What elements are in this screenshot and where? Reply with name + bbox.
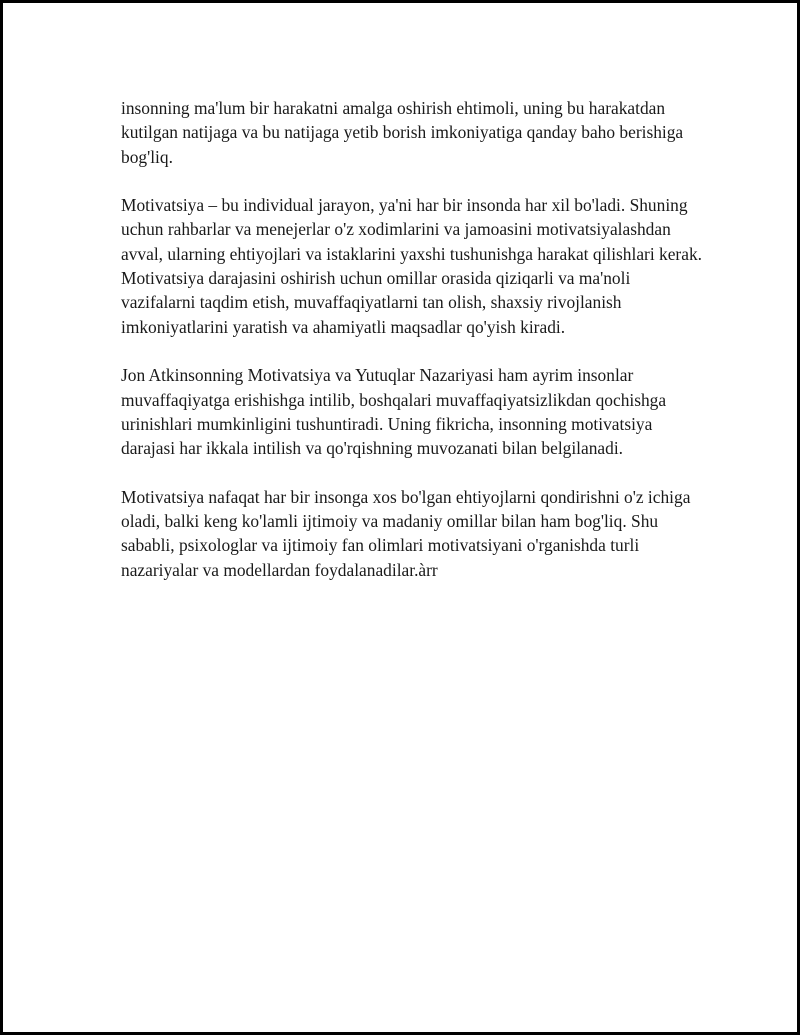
paragraph-2: Motivatsiya – bu individual jarayon, ya'ni har bir insonda har xil bo'ladi. Shuning uchun rahbarlar va menejerlar o'z xodimlarini va jamoasini motivatsiyalashdan avval, ularning ehtiyojlari va istaklarini yaxshi tushunishga harakat qilishlari kerak. Motivatsiya darajasini oshirish uchun omillar orasida qiziqarli va ma'noli vazifalarni taqdim etish, muvaffaqiyatlarni tan olish, shaxsiy rivojlanish imkoniyatlarini yaratish va ahamiyatli maqsadlar qo'yish kiradi. [121, 195, 702, 337]
paragraph-1: insonning ma'lum bir harakatni amalga oshirish ehtimoli, uning bu harakatdan kutilgan natijaga va bu natijaga yetib borish imkoniyatiga qanday baho berishiga bog'liq. [121, 98, 684, 167]
document-body [121, 96, 706, 606]
paragraph-4: Motivatsiya nafaqat har bir insonga xos bo'lgan ehtiyojlarni qondirishni o'z ichiga oladi, balki keng ko'lamli ijtimoiy va madaniy omillar bilan ham bog'liq. Shu sababli, psixologlar va ijtimoiy fan olimlari motivatsiyani o'rganishda turli nazariyalar va modellardan foydalanadilar.àrr [121, 486, 691, 580]
paragraph-3: Jon Atkinsonning Motivatsiya va Yutuqlar Nazariyasi ham ayrim insonlar muvaffaqiyatga erishishga intilib, boshqalari muvaffaqiyatsizlikdan qochishga urinishlari mumkinligini tushuntiradi. Uning fikricha, insonning motivatsiya darajasi har ikkala intilish va qo'rqishning muvozanati bilan belgilanadi. [121, 365, 667, 459]
